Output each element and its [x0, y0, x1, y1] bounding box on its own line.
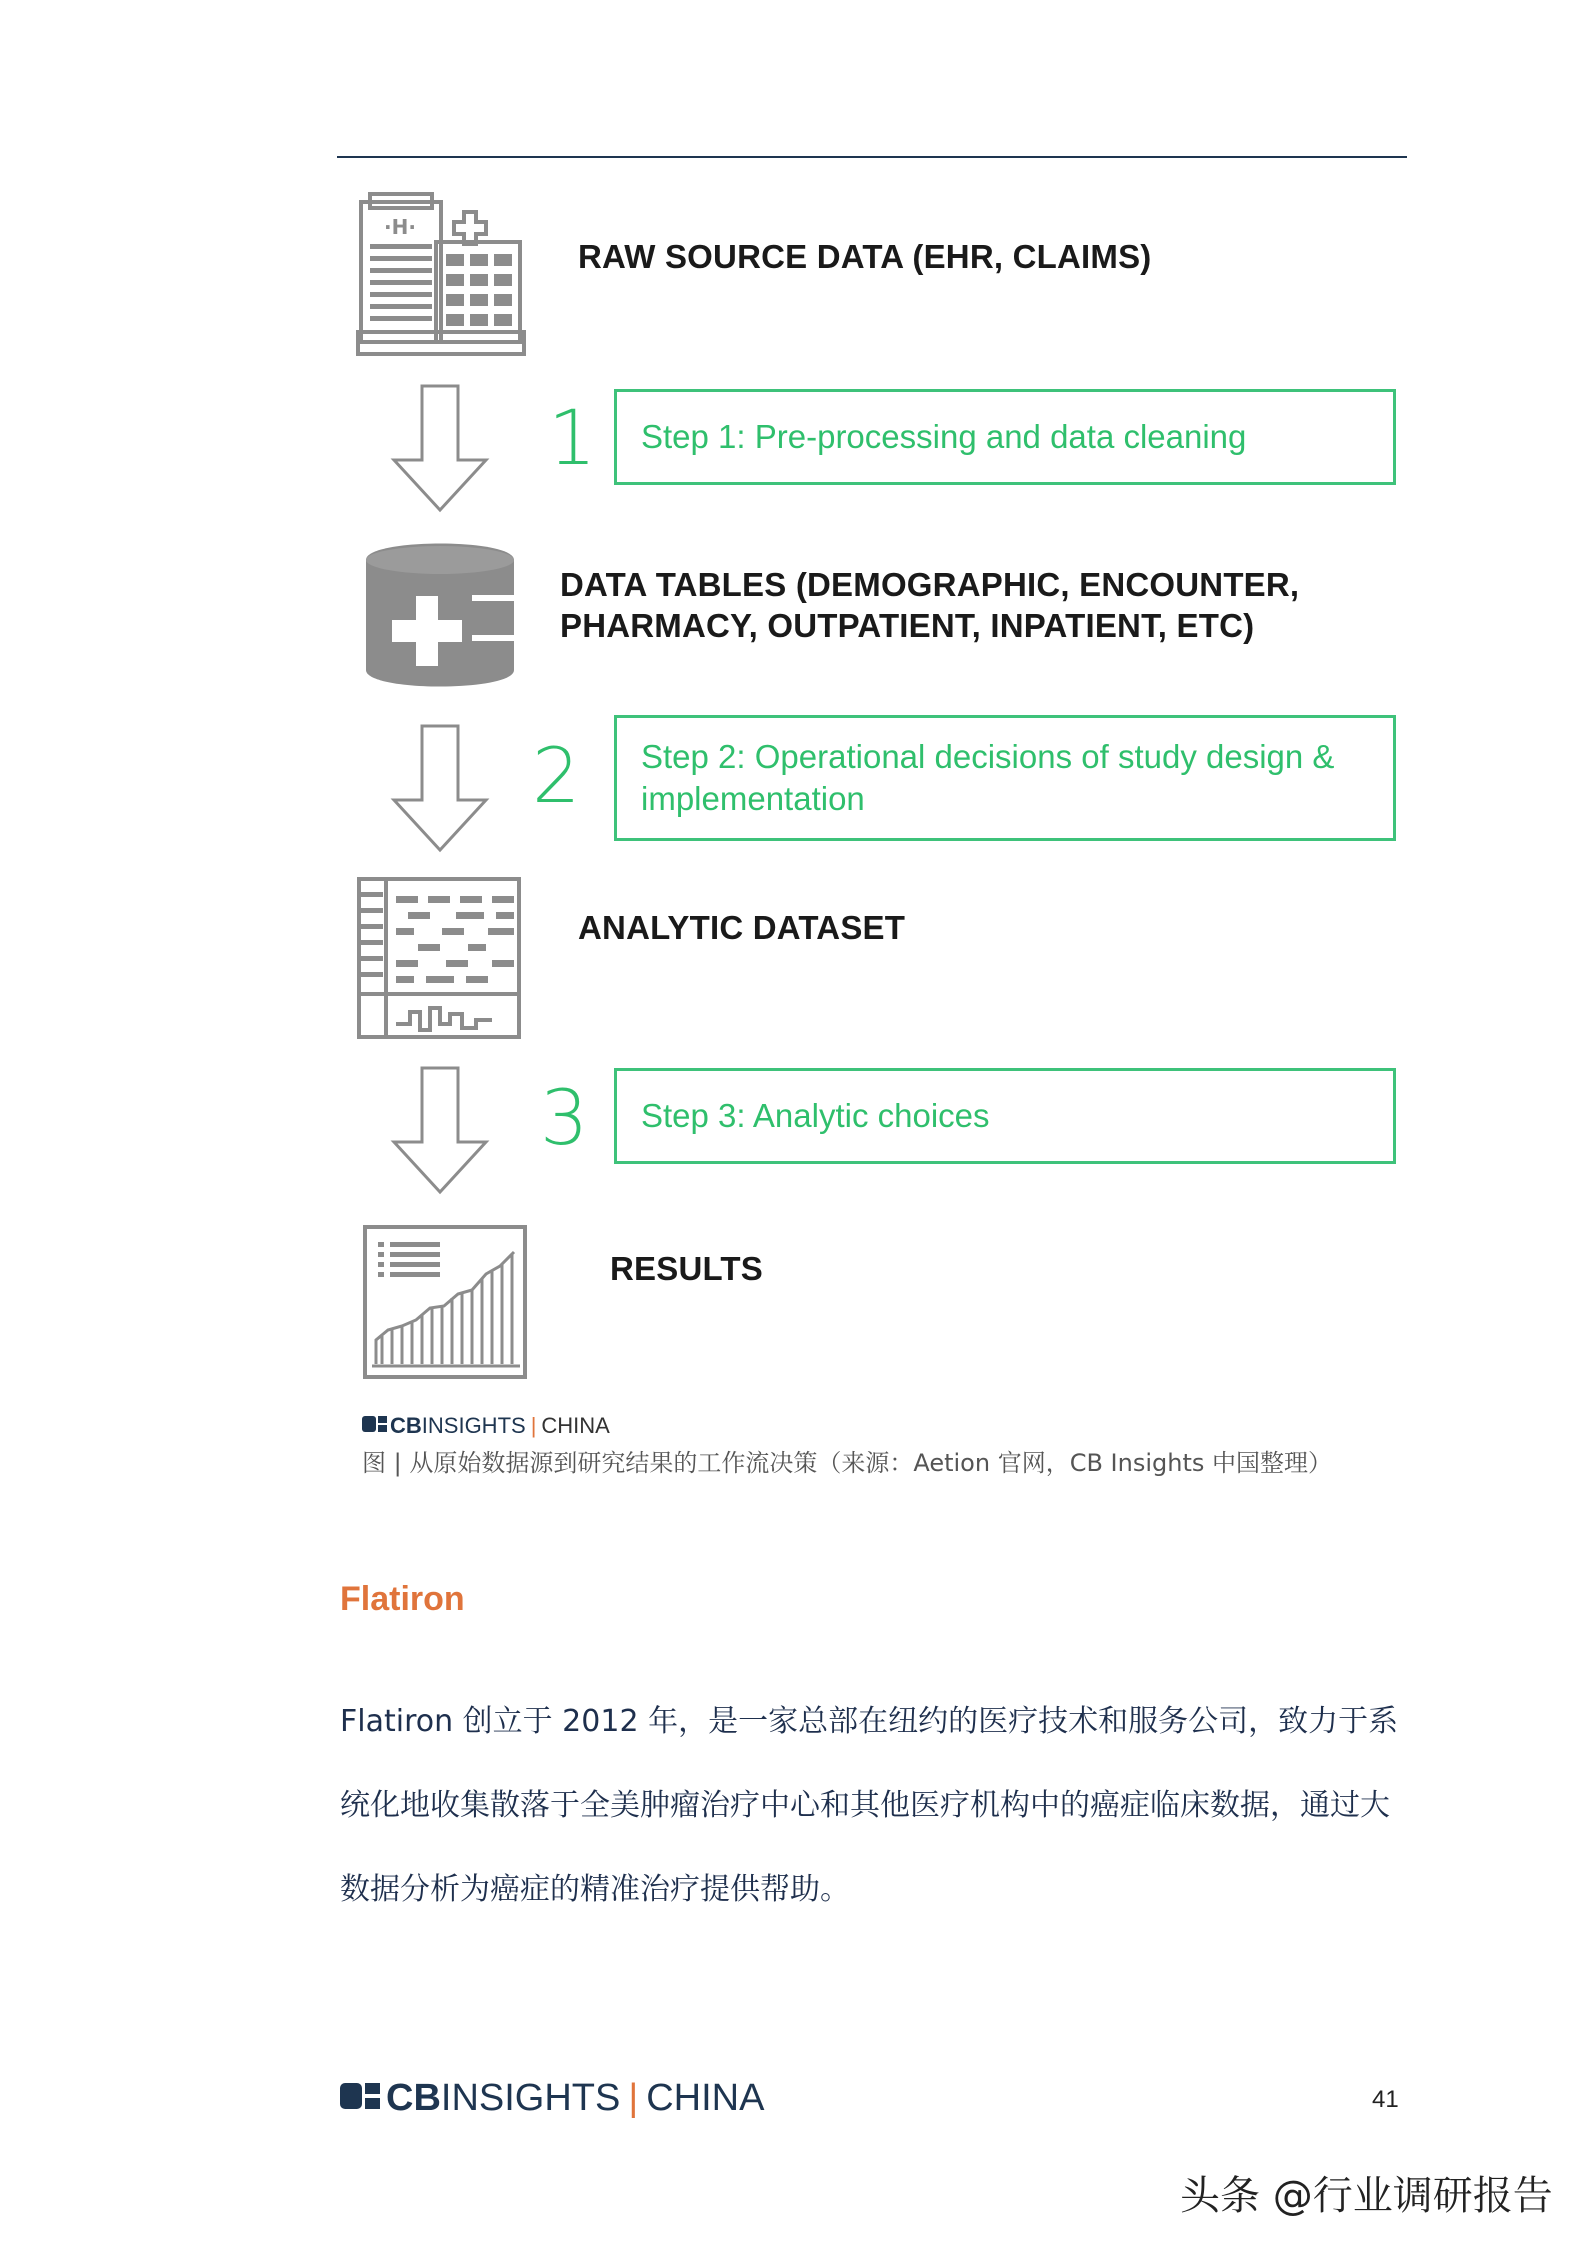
svg-text:·H·: ·H·: [384, 215, 416, 239]
section-paragraph: Flatiron 创立于 2012 年，是一家总部在纽约的医疗技术和服务公司，致力于系统化地收集散落于全美肿瘤治疗中心和其他医疗机构中的癌症临床数据，通过大数据分析为癌症的精准治疗提供帮助。: [340, 1704, 1399, 1907]
footer-logo-sep: |: [628, 2076, 639, 2119]
figure-caption: 图 | 从原始数据源到研究结果的工作流决策（来源：Aetion 官网，CB Insights 中国整理）: [362, 1449, 1333, 1477]
down-arrow-icon: [390, 384, 490, 514]
analytic-dataset-heading: ANALYTIC DATASET: [578, 909, 906, 946]
down-arrow-icon: [390, 724, 490, 854]
step-1-text: Step 1: Pre-processing and data cleaning: [641, 418, 1247, 455]
results-heading: RESULTS: [610, 1250, 763, 1287]
dataset-table-icon: [356, 876, 522, 1040]
figure-cbinsights-logo: [362, 1412, 610, 1440]
watermark-text: 头条 @行业调研报告: [1180, 2173, 1553, 2219]
footer-logo-region: CHINA: [646, 2076, 765, 2119]
step-number-3: 3: [540, 1073, 589, 1162]
step-2-text: Step 2: Operational decisions of study design & implementation: [641, 738, 1335, 817]
step-number-2: 2: [532, 731, 581, 820]
cb-logo-mark-icon: [340, 2080, 382, 2117]
step-1-box: [614, 389, 1396, 485]
figure-logo-sep: |: [530, 1413, 537, 1438]
cb-logo-mark-icon: [362, 1414, 388, 1439]
footer-logo-light: INSIGHTS: [440, 2076, 621, 2119]
figure-logo-bold: CB: [390, 1413, 422, 1438]
data-tables-heading-line1: DATA TABLES (DEMOGRAPHIC, ENCOUNTER,: [560, 566, 1300, 603]
database-icon: [362, 540, 518, 690]
raw-source-heading: RAW SOURCE DATA (EHR, CLAIMS): [578, 238, 1152, 275]
section-title: Flatiron: [340, 1580, 465, 1618]
step-3-box: [614, 1068, 1396, 1164]
footer-cbinsights-logo: [340, 2076, 764, 2120]
down-arrow-icon: [390, 1066, 490, 1196]
hospital-icon: [356, 192, 526, 358]
figure-logo-light: INSIGHTS: [421, 1413, 526, 1438]
figure-logo-region: CHINA: [541, 1413, 610, 1438]
page-number: 41: [1372, 2086, 1399, 2113]
data-tables-heading-line2: PHARMACY, OUTPATIENT, INPATIENT, ETC): [560, 607, 1255, 644]
step-3-text: Step 3: Analytic choices: [641, 1097, 990, 1134]
step-number-1: 1: [548, 393, 597, 482]
header-rule: [337, 156, 1407, 158]
results-chart-icon: [362, 1224, 528, 1380]
footer-logo-bold: CB: [386, 2076, 441, 2119]
step-2-box: [614, 715, 1396, 841]
